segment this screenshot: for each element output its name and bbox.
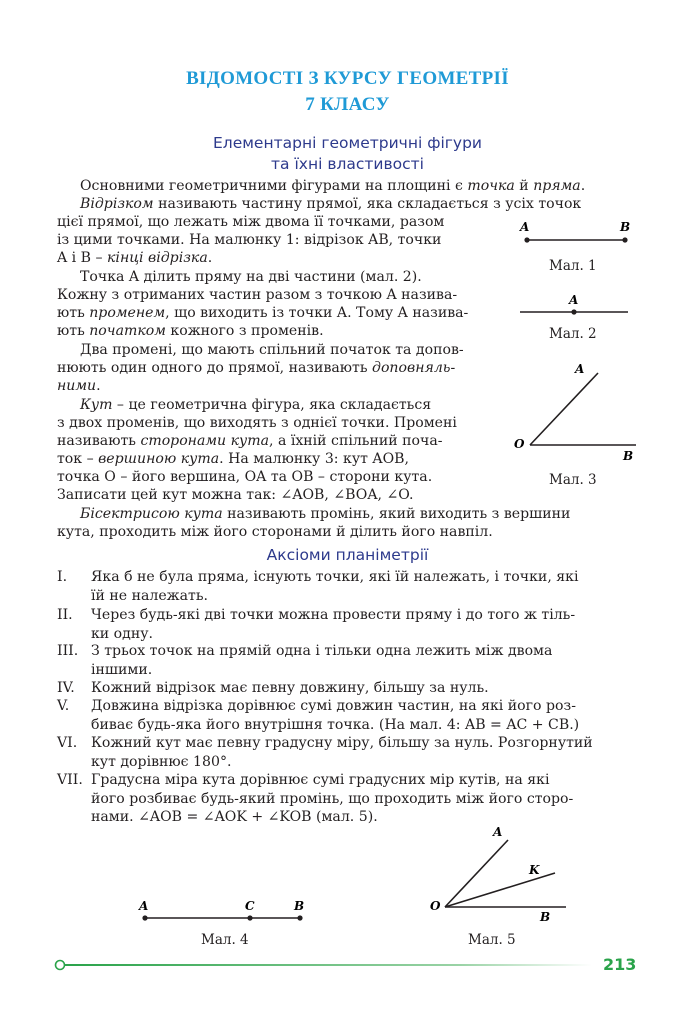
axiom-number: III. [57,643,79,659]
text-line: Два промені, що мають спільний початок та допов- [80,342,464,358]
figure-4-segment [135,893,310,928]
text-line: із цими точками. На малюнку 1: відрізок AB, точки [57,232,442,248]
label-b: B [540,910,551,922]
label-a: A [493,825,503,839]
axiom-text: Кожний відрізок має певну довжину, більшу за нуль. [91,680,489,696]
axiom-number: VI. [57,735,78,751]
text-line: Кут – це геометрична фігура, яка складається [80,397,432,413]
label-c: C [245,899,255,913]
label-k: K [529,863,540,877]
page-title-line1: ВІДОМОСТІ З КУРСУ ГЕОМЕТРІЇ [186,68,509,89]
figure-3-angle [505,360,645,465]
label-b: B [294,899,305,913]
axiom-text: Довжина відрізка дорівнює сумі довжин частин, на які його роз- биває будь-яка його внутрішня точка. (На мал. 4: AB = AC + CB.) [91,698,580,733]
label-a: A [139,899,149,913]
label-o: O [430,899,441,913]
text-line: кута, проходить між його сторонами й ділить його навпіл. [57,524,493,540]
text-line: Точка A ділить пряму на дві частини (мал. 2). [80,269,422,285]
text-line: нюють один одного до прямої, називають доповняль- [57,360,456,376]
page-title-line2: 7 КЛАСУ [305,94,390,115]
label-a: A [569,293,579,307]
text-line: Відрізком називають частину прямої, яка складається з усіх точок [80,196,582,212]
text-line: Бісектрисою кута називають промінь, який виходить з вершини [80,506,571,522]
footer-line [65,964,592,966]
label-b: B [623,449,634,463]
text-line: Основними геометричними фігурами на площині є точка й пряма. [80,178,586,194]
figure-3-caption: Мал. 3 [549,472,597,488]
point-a [142,915,147,920]
text-line: ток – вершиною кута. На малюнку 3: кут AOB, [57,451,409,467]
section-heading-figures-line1: Елементарні геометричні фігури [213,134,482,152]
text-line: A і B – кінці відрізка. [57,250,213,266]
axiom-number: IV. [57,680,75,696]
point-b [297,915,302,920]
point-c [247,915,252,920]
section-heading-axioms: Аксіоми планіметрії [266,546,429,564]
label-a: A [575,362,585,376]
figure-2-caption: Мал. 2 [549,326,597,342]
figure-2-ray [515,290,635,320]
page-number: 213 [603,955,637,974]
axiom-number: I. [57,569,68,585]
figure-5-caption: Мал. 5 [468,932,516,948]
point-b [622,237,627,242]
axiom-text: Кожний кут має певну градусну міру, більшу за нуль. Розгорнутий кут дорівнює 180°. [91,735,593,770]
footer-circle [56,961,65,970]
axiom-number: VII. [57,772,83,788]
point-a [524,237,529,242]
text-line: ними. [57,378,101,394]
point-a [571,309,576,314]
axiom-number: II. [57,607,73,623]
section-heading-figures-line2: та їхні властивості [271,155,424,173]
figure-4-caption: Мал. 4 [201,932,249,948]
label-o: O [514,437,525,451]
axiom-text: Через будь-які дві точки можна провести пряму і до того ж тіль- ки одну. [91,607,576,642]
text-line: Кожну з отриманих частин разом з точкою A назива- [57,287,458,303]
figure-5-angle [425,822,575,922]
axiom-text: Яка б не була пряма, існують точки, які їй належать, і точки, які їй не належать. [91,569,579,604]
label-b: B [620,220,631,234]
text-line: з двох променів, що виходять з однієї точки. Промені [57,415,457,431]
footer-rule [52,958,592,972]
text-line: цієї прямої, що лежать між двома її точками, разом [57,214,445,230]
text-line: Записати цей кут можна так: ∠AOB, ∠BOA, ∠O. [57,487,414,503]
text-line: ють початком кожного з променів. [57,323,324,339]
axiom-text: Градусна міра кута дорівнює сумі градусних мір кутів, на які його розбиває будь-який промінь, що проходить між його сторо- нами. ∠AOB = ∠AOK + ∠KOB (мал. 5). [91,772,574,825]
figure-1-caption: Мал. 1 [549,258,597,274]
label-a: A [520,220,530,234]
axiom-text: З трьох точок на прямій одна і тільки одна лежить між двома іншими. [91,643,553,678]
figure-1-segment [515,218,635,258]
text-line: ють променем, що виходить із точки A. Тому A назива- [57,305,469,321]
text-line: точка O – його вершина, OA та OB – сторони кута. [57,469,433,485]
axiom-number: V. [57,698,70,714]
text-line: називають сторонами кута, а їхній спільний поча- [57,433,443,449]
ray-oa [530,373,598,445]
